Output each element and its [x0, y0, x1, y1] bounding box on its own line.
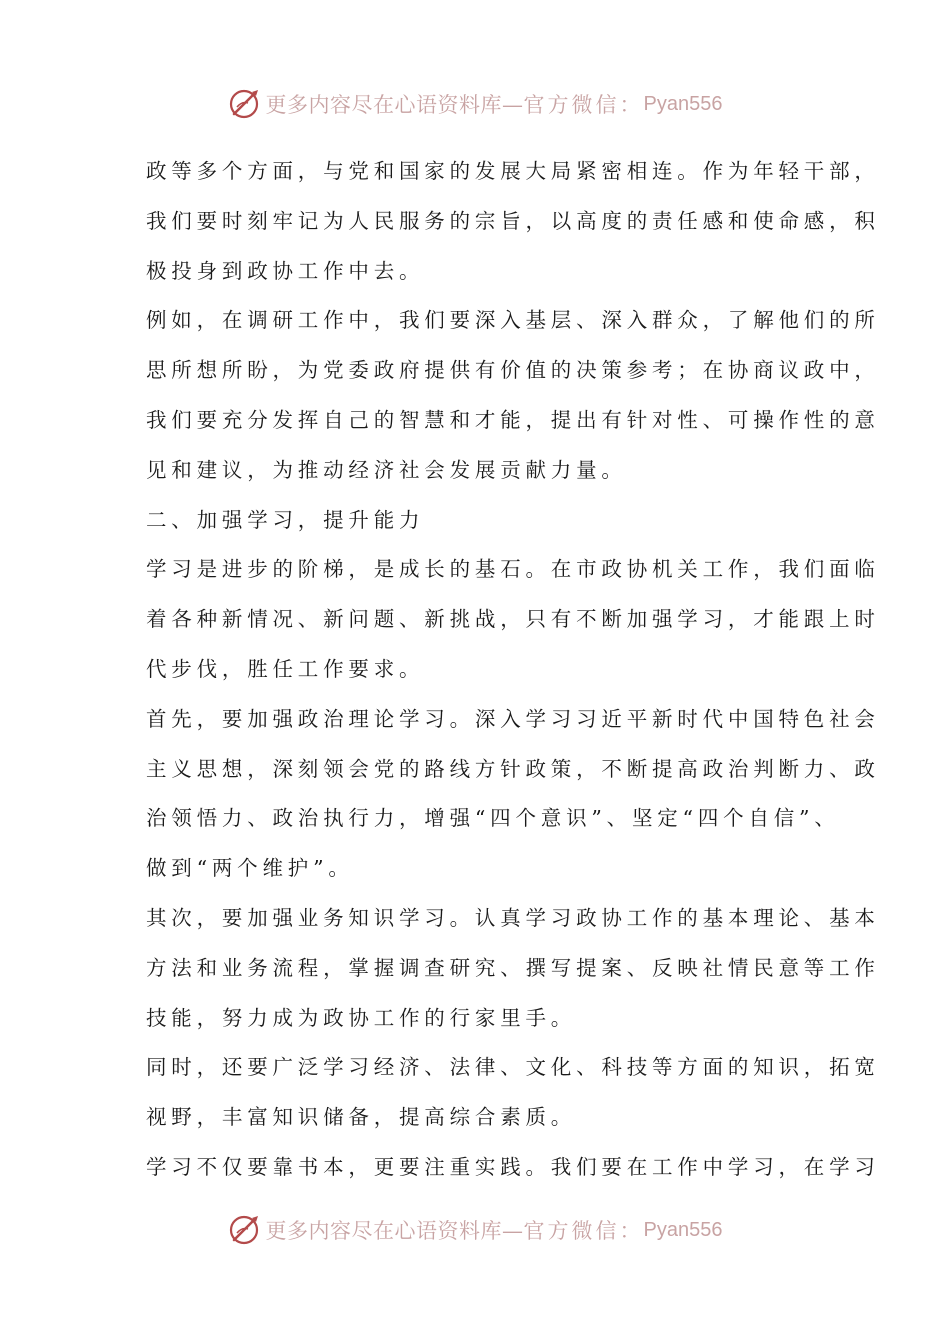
- header-banner-text: 更多内容尽在心语资料库—: [265, 93, 524, 117]
- footer-wechat-id: Pyan556: [643, 1218, 723, 1241]
- header-banner: [0, 84, 950, 124]
- section-heading: 二、加强学习，提升能力: [146, 507, 425, 532]
- body-line: 其次，要加强业务知识学习。认真学习政协工作的基本理论、基本: [146, 905, 880, 930]
- body-line: 技能，努力成为政协工作的行家里手。: [146, 1005, 577, 1030]
- footer-banner: [0, 1210, 950, 1250]
- body-line: 极投身到政协工作中去。: [146, 258, 425, 283]
- document-body: [146, 150, 880, 1196]
- body-line: 做到“两个维护”。: [146, 856, 354, 881]
- body-line: 学习是进步的阶梯，是成长的基石。在市政协机关工作，我们面临: [146, 557, 880, 582]
- body-line: 首先，要加强政治理论学习。深入学习习近平新时代中国特色社会: [146, 706, 880, 731]
- body-line: 思所想所盼，为党委政府提供有价值的决策参考；在协商议政中，: [146, 358, 880, 383]
- footer-wechat-label: 官方微信：: [523, 1219, 644, 1243]
- body-line: 方法和业务流程，掌握调查研究、撰写提案、反映社情民意等工作: [146, 955, 880, 980]
- body-line: 治领悟力、政治执行力，增强“四个意识”、坚定“四个自信”、: [146, 806, 840, 831]
- body-line: 主义思想，深刻领会党的路线方针政策，不断提高政治判断力、政: [146, 756, 880, 781]
- body-line: 我们要时刻牢记为人民服务的宗旨，以高度的责任感和使命感，积: [146, 208, 880, 233]
- body-line: 代步伐，胜任工作要求。: [146, 656, 425, 681]
- header-wechat-label: 官方微信：: [523, 93, 644, 117]
- header-wechat-id: Pyan556: [643, 92, 723, 115]
- pen-logo-icon: [228, 1213, 262, 1247]
- body-line: 见和建议，为推动经济社会发展贡献力量。: [146, 457, 627, 482]
- body-line: 政等多个方面，与党和国家的发展大局紧密相连。作为年轻干部，: [146, 159, 880, 183]
- body-line: 例如，在调研工作中，我们要深入基层、深入群众，了解他们的所: [146, 308, 880, 333]
- body-line: 我们要充分发挥自己的智慧和才能，提出有针对性、可操作性的意: [146, 407, 880, 432]
- body-line: 学习不仅要靠书本，更要注重实践。我们要在工作中学习，在学习: [146, 1154, 880, 1179]
- pen-logo-icon: [228, 87, 262, 121]
- body-line: 着各种新情况、新问题、新挑战，只有不断加强学习，才能跟上时: [146, 607, 880, 632]
- body-line: 视野，丰富知识储备，提高综合素质。: [146, 1105, 577, 1130]
- footer-banner-text: 更多内容尽在心语资料库—: [265, 1219, 524, 1243]
- body-line: 同时，还要广泛学习经济、法律、文化、科技等方面的知识，拓宽: [146, 1055, 880, 1080]
